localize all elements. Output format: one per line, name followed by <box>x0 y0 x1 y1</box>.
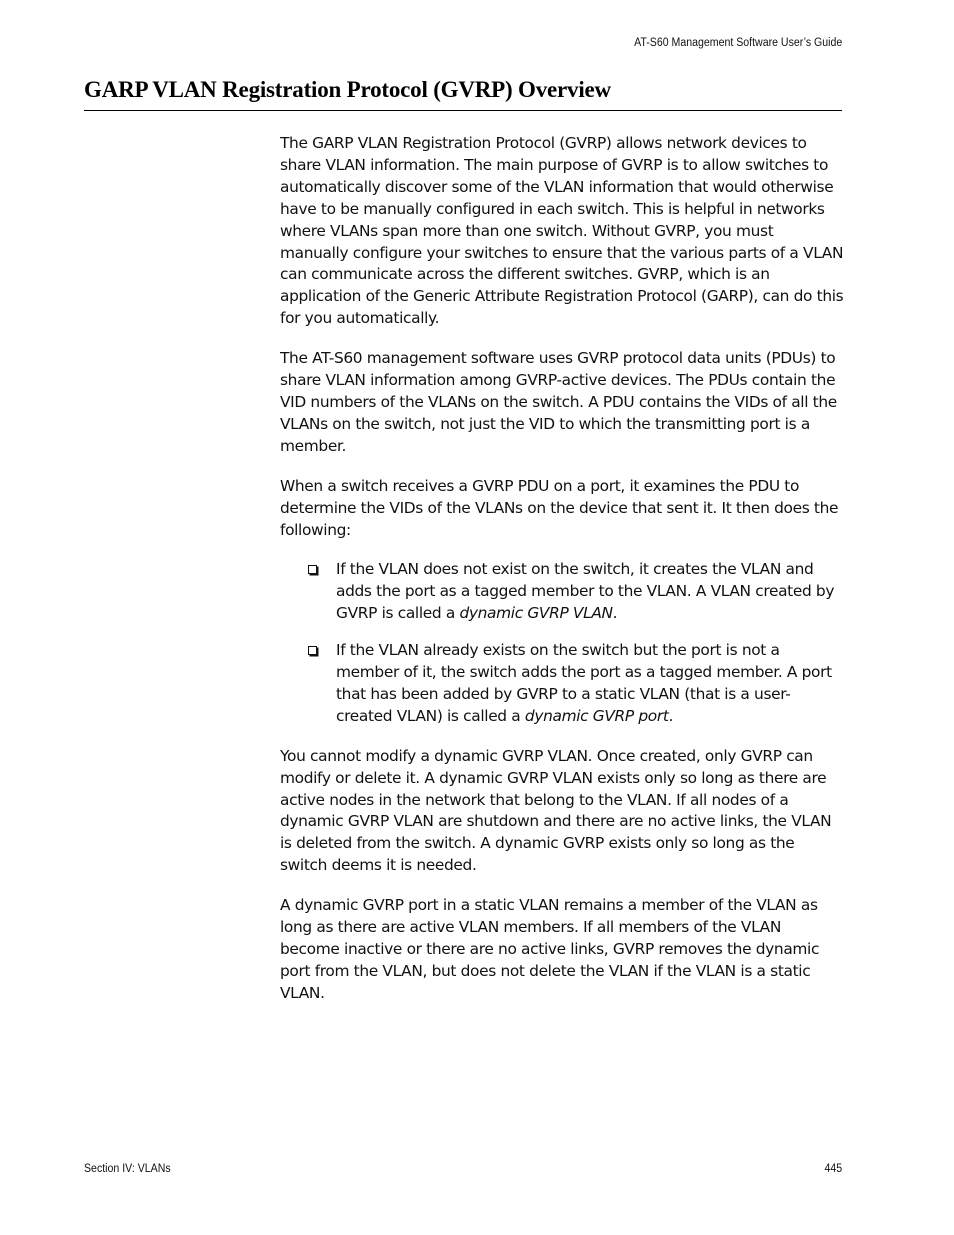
bullet-term: dynamic GVRP port <box>524 706 669 725</box>
title-rule <box>84 110 842 111</box>
list-item <box>280 559 845 625</box>
bullet-term: dynamic GVRP VLAN <box>459 604 613 623</box>
running-header: AT-S60 Management Software User’s Guide <box>633 37 842 49</box>
paragraph-intro: The GARP VLAN Registration Protocol (GVRP) allows network devices to share VLAN information. The main purpose of GVRP is to allow switches to automatically discover some of the VLAN information that would otherwise have to be manually configured in each switch. This is helpful in networks where VLANs span more than one switch. Without GVRP, you must manually configure your switches to ensure that the various parts of a VLAN can communicate across the different switches. GVRP, which is an application of the Generic Attribute Registration Protocol (GARP), can do this for you automatically. <box>280 134 844 328</box>
bullet-list <box>280 559 845 727</box>
bullet-text: If the VLAN already exists on the switch but the port is not a member of it, the switch adds the port as a tagged member. A port that has been added by GVRP to a static VLAN (that is a user-created VLAN) is called a <box>336 641 832 725</box>
paragraph-pdu: The AT-S60 management software uses GVRP protocol data units (PDUs) to share VLAN information among GVRP-active devices. The PDUs contain the VID numbers of the VLANs on the switch. A PDU contains the VIDs of all the VLANs on the switch, not just the VID to which the transmitting port is a member. <box>280 349 837 455</box>
checkbox-bullet-icon <box>308 565 317 574</box>
section-title: GARP VLAN Registration Protocol (GVRP) Overview <box>84 77 611 102</box>
list-item <box>280 640 845 728</box>
bullet-text: If the VLAN does not exist on the switch, it creates the VLAN and adds the port as a tagged member to the VLAN. A VLAN created by GVRP is called a <box>336 560 835 623</box>
bullet-end: . <box>612 604 618 623</box>
paragraph-receive: When a switch receives a GVRP PDU on a port, it examines the PDU to determine the VIDs of the VLANs on the device that sent it. It then does the following: <box>280 476 839 539</box>
paragraph-dynamic-port: A dynamic GVRP port in a static VLAN remains a member of the VLAN as long as there are active VLAN members. If all members of the VLAN become inactive or there are no active links, GVRP removes the dynamic port from the VLAN, but does not delete the VLAN if the VLAN is a static VLAN. <box>280 896 820 1002</box>
body-column <box>280 133 845 1023</box>
footer-page-number: 445 <box>824 1163 842 1175</box>
checkbox-bullet-icon <box>308 646 317 655</box>
paragraph-dynamic-vlan: You cannot modify a dynamic GVRP VLAN. Once created, only GVRP can modify or delete it. A dynamic GVRP VLAN exists only so long as there are active nodes in the network that belong to the VLAN. If all nodes of a dynamic GVRP VLAN are shutdown and there are no active links, the VLAN is deleted from the switch. A dynamic GVRP exists only so long as the switch deems it is needed. <box>280 746 832 875</box>
bullet-end: . <box>668 706 674 725</box>
footer-section-label: Section IV: VLANs <box>84 1163 171 1175</box>
